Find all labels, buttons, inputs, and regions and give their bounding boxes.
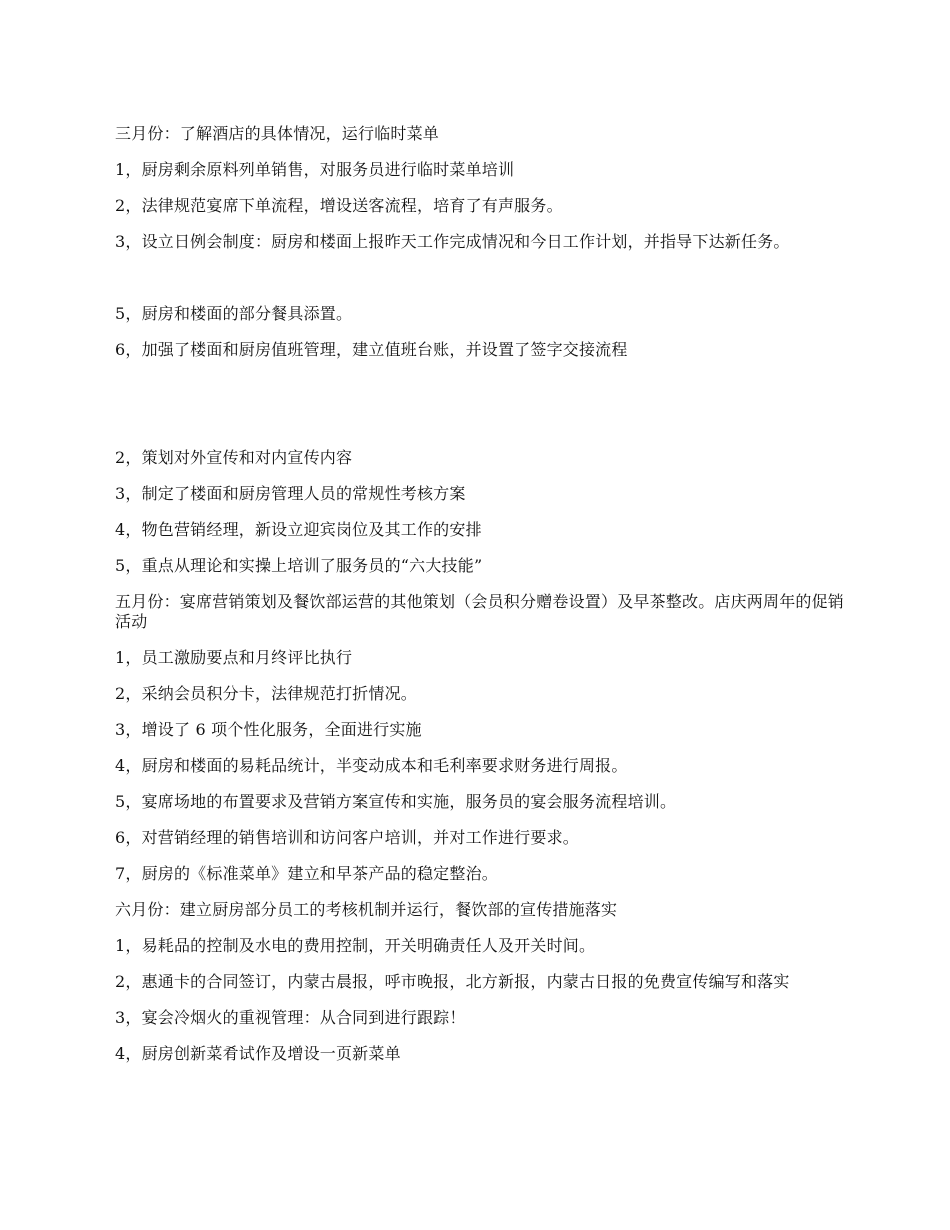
paragraph: 2，采纳会员积分卡，法律规范打折情况。 [115, 684, 417, 703]
blank-line [115, 268, 845, 288]
paragraph: 6，对营销经理的销售培训和访问客户培训，并对工作进行要求。 [115, 828, 579, 847]
paragraph: 4，厨房和楼面的易耗品统计，半变动成本和毛利率要求财务进行周报。 [115, 756, 628, 775]
section-heading-may: 五月份：宴席营销策划及餐饮部运营的其他策划（会员积分赠卷设置）及早茶整改。店庆两周年的促销活动 [115, 592, 845, 631]
section-heading-march: 三月份：了解酒店的具体情况，运行临时菜单 [115, 124, 440, 143]
blank-line [115, 376, 845, 396]
paragraph: 6，加强了楼面和厨房值班管理，建立值班台账，并设置了签字交接流程 [115, 340, 628, 359]
paragraph: 1，厨房剩余原料列单销售，对服务员进行临时菜单培训 [115, 160, 515, 179]
paragraph: 4，物色营销经理，新设立迎宾岗位及其工作的安排 [115, 520, 482, 539]
section-heading-june: 六月份：建立厨房部分员工的考核机制并运行，餐饮部的宣传措施落实 [115, 900, 618, 919]
paragraph: 5，厨房和楼面的部分餐具添置。 [115, 304, 353, 323]
paragraph: 2，法律规范宴席下单流程，增设送客流程，培育了有声服务。 [115, 196, 563, 215]
paragraph: 5，宴席场地的布置要求及营销方案宣传和实施，服务员的宴会服务流程培训。 [115, 792, 677, 811]
paragraph: 3，增设了 6 项个性化服务，全面进行实施 [115, 720, 422, 739]
paragraph: 2，惠通卡的合同签订，内蒙古晨报，呼市晚报，北方新报，内蒙古日报的免费宣传编写和落实 [115, 972, 790, 991]
paragraph: 1，易耗品的控制及水电的费用控制，开关明确责任人及开关时间。 [115, 936, 596, 955]
paragraph: 3，设立日例会制度：厨房和楼面上报昨天工作完成情况和今日工作计划，并指导下达新任务。 [115, 232, 790, 251]
paragraph: 3，宴会冷烟火的重视管理：从合同到进行跟踪！ [115, 1008, 466, 1027]
paragraph: 5，重点从理论和实操上培训了服务员的“六大技能” [115, 556, 483, 575]
paragraph: 3，制定了楼面和厨房管理人员的常规性考核方案 [115, 484, 466, 503]
paragraph: 2，策划对外宣传和对内宣传内容 [115, 448, 353, 467]
paragraph: 4，厨房创新菜肴试作及增设一页新菜单 [115, 1044, 401, 1063]
blank-line [115, 412, 845, 432]
paragraph: 7，厨房的《标准菜单》建立和早茶产品的稳定整治。 [115, 864, 498, 883]
paragraph: 1，员工激励要点和月终评比执行 [115, 648, 353, 667]
document-body [115, 124, 845, 1080]
